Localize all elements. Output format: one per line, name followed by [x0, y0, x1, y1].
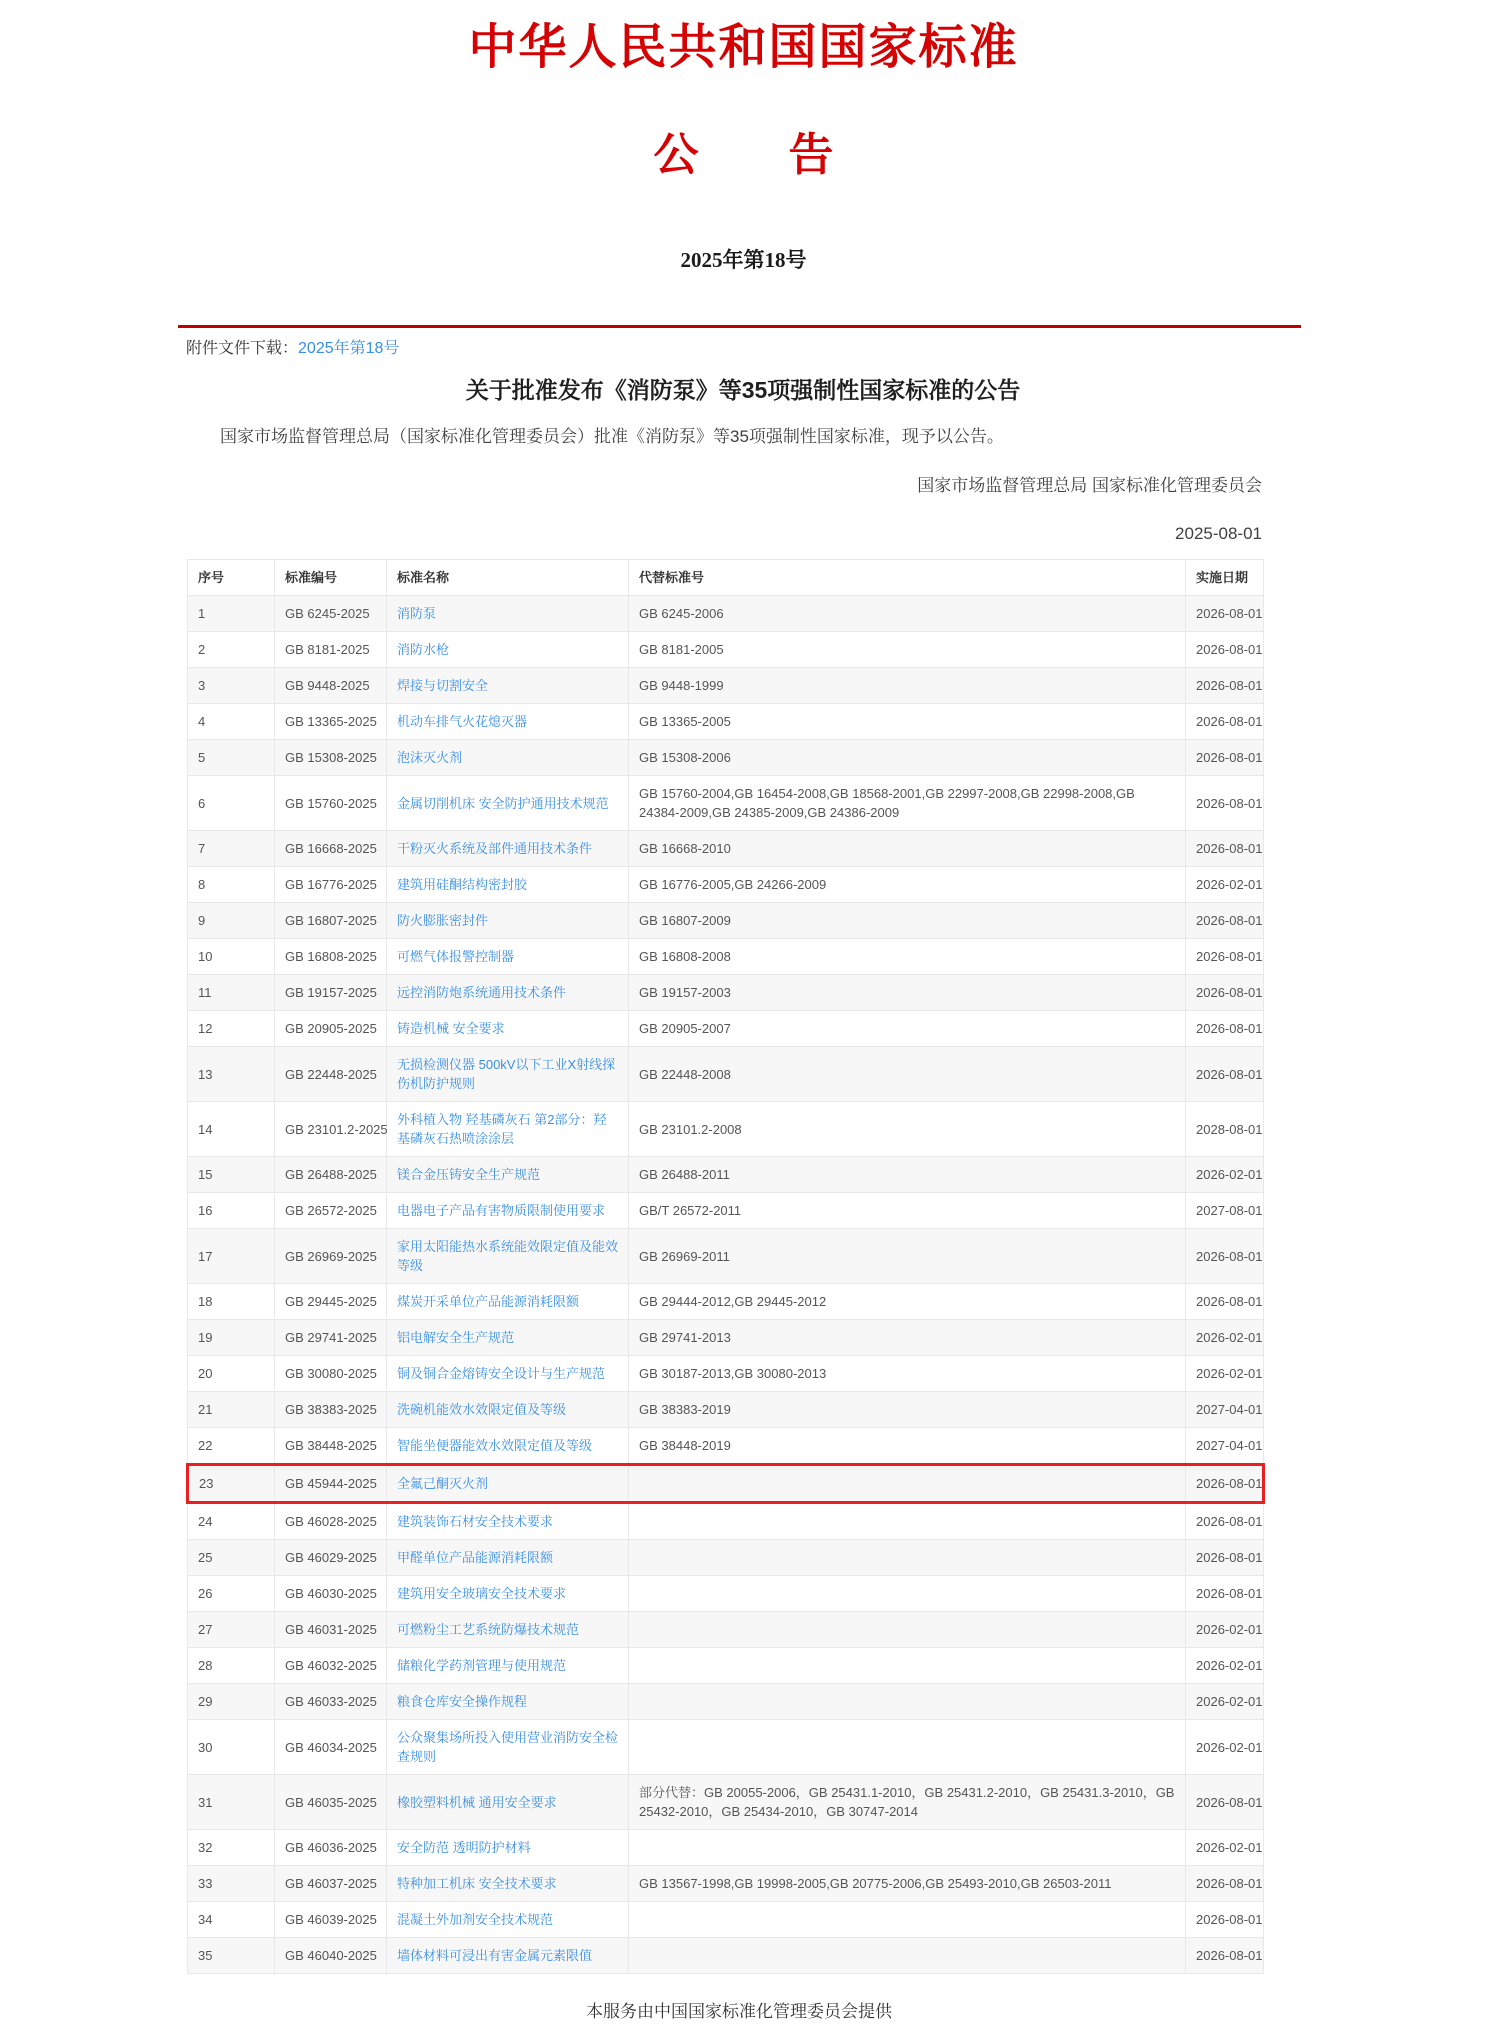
announcement-body: 国家市场监督管理总局（国家标准化管理委员会）批准《消防泵》等35项强制性国家标准，现予以公告。	[220, 427, 1004, 446]
cell-name-link[interactable]: 建筑装饰石材安全技术要求	[397, 1514, 554, 1529]
cell-replaces: GB 29444-2012,GB 29445-2012	[629, 1284, 1186, 1320]
cell-replaces: GB 20905-2007	[629, 1011, 1186, 1047]
table-row	[188, 1866, 1264, 1902]
cell-no: 35	[188, 1938, 275, 1974]
cell-replaces: GB 8181-2005	[629, 632, 1186, 668]
table-row	[188, 1392, 1264, 1428]
cell-replaces: GB 29741-2013	[629, 1320, 1186, 1356]
cell-no: 10	[188, 939, 275, 975]
cell-no: 4	[188, 704, 275, 740]
cell-code: GB 46029-2025	[275, 1540, 387, 1576]
cell-date: 2026-08-01	[1186, 740, 1264, 776]
cell-no: 2	[188, 632, 275, 668]
cell-code: GB 15308-2025	[275, 740, 387, 776]
cell-replaces: GB 16807-2009	[629, 903, 1186, 939]
cell-date: 2026-08-01	[1186, 1576, 1264, 1612]
cell-name-link[interactable]: 特种加工机床 安全技术要求	[397, 1876, 557, 1891]
cell-code: GB 46040-2025	[275, 1938, 387, 1974]
cell-no: 30	[188, 1720, 275, 1775]
column-header: 标准名称	[387, 560, 629, 596]
column-header: 标准编号	[275, 560, 387, 596]
cell-name-link[interactable]: 防火膨胀密封件	[397, 913, 489, 928]
cell-name-link[interactable]: 全氟己酮灭火剂	[397, 1476, 489, 1491]
table-row	[188, 704, 1264, 740]
cell-date: 2026-02-01	[1186, 867, 1264, 903]
cell-replaces: GB 26969-2011	[629, 1229, 1186, 1284]
cell-name-link[interactable]: 机动车排气火花熄灭器	[397, 714, 528, 729]
footer-service-note: 本服务由中国国家标准化管理委员会提供	[586, 2002, 892, 2021]
cell-name-link[interactable]: 电器电子产品有害物质限制使用要求	[397, 1203, 606, 1218]
cell-name-link[interactable]: 消防泵	[397, 606, 437, 621]
cell-no: 13	[188, 1047, 275, 1102]
cell-name-link[interactable]: 橡胶塑料机械 通用安全要求	[397, 1794, 557, 1810]
cell-code: GB 46035-2025	[275, 1775, 387, 1830]
cell-date: 2026-08-01	[1186, 1011, 1264, 1047]
cell-code: GB 46036-2025	[275, 1830, 387, 1866]
cell-no: 26	[188, 1576, 275, 1612]
cell-code: GB 19157-2025	[275, 975, 387, 1011]
cell-replaces: GB/T 26572-2011	[629, 1193, 1186, 1229]
cell-replaces: GB 16808-2008	[629, 939, 1186, 975]
cell-date: 2026-08-01	[1186, 1938, 1264, 1974]
cell-replaces: GB 38383-2019	[629, 1392, 1186, 1428]
cell-replaces: GB 15308-2006	[629, 740, 1186, 776]
cell-name-link[interactable]: 可燃气体报警控制器	[397, 949, 515, 964]
cell-replaces	[629, 1503, 1186, 1540]
table-row	[188, 1648, 1264, 1684]
table-row	[188, 1320, 1264, 1356]
cell-date: 2026-08-01	[1186, 1503, 1264, 1540]
cell-no: 29	[188, 1684, 275, 1720]
cell-no: 19	[188, 1320, 275, 1356]
table-row	[188, 1229, 1264, 1284]
standards-table	[186, 559, 1265, 1974]
cell-code: GB 20905-2025	[275, 1011, 387, 1047]
cell-code: GB 46037-2025	[275, 1866, 387, 1902]
cell-name-link[interactable]: 家用太阳能热水系统能效限定值及能效等级	[397, 1239, 619, 1273]
cell-code: GB 45944-2025	[275, 1465, 387, 1503]
cell-code: GB 46031-2025	[275, 1612, 387, 1648]
cell-no: 1	[188, 596, 275, 632]
cell-name-link[interactable]: 储粮化学药剂管理与使用规范	[397, 1658, 567, 1673]
cell-code: GB 16808-2025	[275, 939, 387, 975]
cell-name-link[interactable]: 墙体材料可浸出有害金属元素限值	[397, 1948, 593, 1963]
column-header: 实施日期	[1186, 560, 1264, 596]
cell-code: GB 46034-2025	[275, 1720, 387, 1775]
table-row	[188, 740, 1264, 776]
cell-code: GB 13365-2025	[275, 704, 387, 740]
cell-replaces: GB 16668-2010	[629, 831, 1186, 867]
cell-replaces: GB 13567-1998,GB 19998-2005,GB 20775-2006,GB 25493-2010,GB 26503-2011	[629, 1866, 1186, 1902]
cell-replaces: GB 22448-2008	[629, 1047, 1186, 1102]
cell-date: 2027-04-01	[1186, 1392, 1264, 1428]
cell-date: 2026-08-01	[1186, 1902, 1264, 1938]
cell-no: 28	[188, 1648, 275, 1684]
cell-replaces	[629, 1612, 1186, 1648]
cell-date: 2027-04-01	[1186, 1428, 1264, 1465]
cell-code: GB 16668-2025	[275, 831, 387, 867]
cell-name-link[interactable]: 铜及铜合金熔铸安全设计与生产规范	[397, 1366, 606, 1381]
cell-code: GB 46039-2025	[275, 1902, 387, 1938]
cell-replaces: GB 15760-2004,GB 16454-2008,GB 18568-2001,GB 22997-2008,GB 22998-2008,GB 24384-2009,GB 24385-2009,GB 24386-2009	[629, 776, 1186, 831]
cell-no: 8	[188, 867, 275, 903]
cell-name-link[interactable]: 可燃粉尘工艺系统防爆技术规范	[397, 1622, 580, 1637]
cell-no: 27	[188, 1612, 275, 1648]
cell-no: 18	[188, 1284, 275, 1320]
cell-no: 23	[188, 1465, 275, 1503]
cell-replaces	[629, 1648, 1186, 1684]
table-row	[188, 1775, 1264, 1830]
cell-name-link[interactable]: 安全防范 透明防护材料	[397, 1840, 531, 1855]
announcement-heading: 关于批准发布《消防泵》等35项强制性国家标准的公告	[465, 377, 1021, 403]
cell-code: GB 23101.2-2025	[275, 1102, 387, 1157]
cell-date: 2026-08-01	[1186, 1540, 1264, 1576]
cell-code: GB 38383-2025	[275, 1392, 387, 1428]
table-row	[188, 1047, 1264, 1102]
cell-name-link[interactable]: 焊接与切割安全	[397, 678, 489, 693]
table-row	[188, 1938, 1264, 1974]
cell-no: 17	[188, 1229, 275, 1284]
cell-code: GB 29445-2025	[275, 1284, 387, 1320]
cell-no: 21	[188, 1392, 275, 1428]
cell-date: 2026-08-01	[1186, 1465, 1264, 1503]
cell-replaces: GB 23101.2-2008	[629, 1102, 1186, 1157]
cell-date: 2026-08-01	[1186, 704, 1264, 740]
cell-code: GB 38448-2025	[275, 1428, 387, 1465]
cell-code: GB 9448-2025	[275, 668, 387, 704]
cell-code: GB 46032-2025	[275, 1648, 387, 1684]
table-row	[188, 939, 1264, 975]
cell-code: GB 15760-2025	[275, 776, 387, 831]
cell-name-link[interactable]: 泡沫灭火剂	[397, 750, 463, 765]
table-row	[188, 668, 1264, 704]
cell-code: GB 46033-2025	[275, 1684, 387, 1720]
cell-replaces: GB 16776-2005,GB 24266-2009	[629, 867, 1186, 903]
cell-replaces	[629, 1684, 1186, 1720]
cell-code: GB 8181-2025	[275, 632, 387, 668]
cell-no: 6	[188, 776, 275, 831]
issuing-authority: 国家市场监督管理总局 国家标准化管理委员会	[917, 476, 1262, 495]
cell-name-link[interactable]: 外科植入物 羟基磷灰石 第2部分：羟基磷灰石热喷涂涂层	[397, 1112, 607, 1146]
table-row	[188, 1284, 1264, 1320]
cell-name-link[interactable]: 干粉灭火系统及部件通用技术条件	[397, 841, 593, 856]
cell-code: GB 26488-2025	[275, 1157, 387, 1193]
cell-replaces: GB 13365-2005	[629, 704, 1186, 740]
cell-replaces	[629, 1902, 1186, 1938]
cell-date: 2026-02-01	[1186, 1684, 1264, 1720]
cell-no: 24	[188, 1503, 275, 1540]
cell-date: 2026-08-01	[1186, 1775, 1264, 1830]
cell-replaces: GB 26488-2011	[629, 1157, 1186, 1193]
page-subtitle: 公 告	[653, 130, 834, 180]
table-row	[188, 776, 1264, 831]
cell-date: 2026-08-01	[1186, 632, 1264, 668]
table-row	[188, 1684, 1264, 1720]
table-row	[188, 1902, 1264, 1938]
cell-code: GB 26969-2025	[275, 1229, 387, 1284]
table-row	[188, 1576, 1264, 1612]
cell-date: 2026-08-01	[1186, 939, 1264, 975]
cell-code: GB 46030-2025	[275, 1576, 387, 1612]
cell-name-link[interactable]: 智能坐便器能效水效限定值及等级	[397, 1438, 593, 1453]
table-row	[188, 1612, 1264, 1648]
cell-code: GB 16807-2025	[275, 903, 387, 939]
cell-replaces	[629, 1830, 1186, 1866]
cell-date: 2026-08-01	[1186, 1229, 1264, 1284]
table-row	[188, 1503, 1264, 1540]
cell-name-link[interactable]: 公众聚集场所投入使用营业消防安全检查规则	[397, 1730, 619, 1764]
announcement-date: 2025-08-01	[1175, 524, 1262, 543]
cell-code: GB 16776-2025	[275, 867, 387, 903]
table-row	[188, 831, 1264, 867]
cell-no: 5	[188, 740, 275, 776]
cell-name-link[interactable]: 铝电解安全生产规范	[397, 1330, 515, 1345]
cell-replaces: GB 38448-2019	[629, 1428, 1186, 1465]
cell-name-link[interactable]: 煤炭开采单位产品能源消耗限额	[397, 1294, 580, 1309]
cell-code: GB 46028-2025	[275, 1503, 387, 1540]
table-row	[188, 596, 1264, 632]
cell-date: 2028-08-01	[1186, 1102, 1264, 1157]
cell-code: GB 29741-2025	[275, 1320, 387, 1356]
cell-replaces	[629, 1540, 1186, 1576]
cell-name-link[interactable]: 洗碗机能效水效限定值及等级	[397, 1402, 567, 1417]
table-row	[188, 1830, 1264, 1866]
table-row	[188, 867, 1264, 903]
table-row	[188, 1157, 1264, 1193]
cell-no: 20	[188, 1356, 275, 1392]
page-header	[0, 0, 1487, 272]
cell-code: GB 22448-2025	[275, 1047, 387, 1102]
table-row	[188, 975, 1264, 1011]
cell-replaces: GB 9448-1999	[629, 668, 1186, 704]
cell-no: 9	[188, 903, 275, 939]
cell-date: 2027-08-01	[1186, 1193, 1264, 1229]
cell-name-link[interactable]: 甲醛单位产品能源消耗限额	[397, 1550, 554, 1565]
table-row	[188, 1465, 1264, 1503]
cell-no: 14	[188, 1102, 275, 1157]
cell-no: 11	[188, 975, 275, 1011]
table-row	[188, 903, 1264, 939]
cell-replaces	[629, 1576, 1186, 1612]
cell-name-link[interactable]: 远控消防炮系统通用技术条件	[397, 985, 567, 1000]
cell-date: 2026-02-01	[1186, 1648, 1264, 1684]
cell-date: 2026-08-01	[1186, 1866, 1264, 1902]
cell-date: 2026-02-01	[1186, 1356, 1264, 1392]
cell-no: 25	[188, 1540, 275, 1576]
cell-no: 7	[188, 831, 275, 867]
cell-name-link[interactable]: 粮食仓库安全操作规程	[397, 1694, 528, 1709]
table-row	[188, 1102, 1264, 1157]
attachment-label: 附件文件下载：	[186, 340, 299, 357]
cell-date: 2026-08-01	[1186, 1047, 1264, 1102]
table-row	[188, 1540, 1264, 1576]
cell-no: 3	[188, 668, 275, 704]
issue-number: 2025年第18号	[680, 248, 807, 272]
cell-replaces: GB 19157-2003	[629, 975, 1186, 1011]
cell-date: 2026-08-01	[1186, 668, 1264, 704]
cell-replaces: 部分代替：GB 20055-2006，GB 25431.1-2010，GB 25431.2-2010，GB 25431.3-2010，GB 25432-2010，GB 25434-2010，GB 30747-2014	[629, 1775, 1186, 1830]
cell-name-link[interactable]: 铸造机械 安全要求	[397, 1021, 505, 1036]
cell-no: 32	[188, 1830, 275, 1866]
page-title: 中华人民共和国国家标准	[468, 21, 1019, 74]
cell-date: 2026-02-01	[1186, 1612, 1264, 1648]
standards-table-body	[188, 596, 1264, 1974]
cell-no: 12	[188, 1011, 275, 1047]
cell-name-link[interactable]: 建筑用硅酮结构密封胶	[397, 877, 528, 892]
table-row	[188, 1428, 1264, 1465]
cell-date: 2026-02-01	[1186, 1320, 1264, 1356]
column-header: 代替标准号	[629, 560, 1186, 596]
red-divider	[178, 325, 1301, 328]
table-header-row	[188, 560, 1264, 596]
cell-name-link[interactable]: 混凝土外加剂安全技术规范	[397, 1912, 554, 1927]
cell-code: GB 30080-2025	[275, 1356, 387, 1392]
cell-date: 2026-08-01	[1186, 903, 1264, 939]
cell-no: 31	[188, 1775, 275, 1830]
cell-replaces: GB 6245-2006	[629, 596, 1186, 632]
cell-code: GB 6245-2025	[275, 596, 387, 632]
cell-name-link[interactable]: 镁合金压铸安全生产规范	[397, 1167, 541, 1182]
cell-no: 22	[188, 1428, 275, 1465]
attachment-download-line	[186, 338, 1487, 360]
cell-replaces	[629, 1465, 1186, 1503]
cell-date: 2026-02-01	[1186, 1157, 1264, 1193]
column-header: 序号	[188, 560, 275, 596]
cell-code: GB 26572-2025	[275, 1193, 387, 1229]
table-row	[188, 1011, 1264, 1047]
cell-no: 16	[188, 1193, 275, 1229]
cell-date: 2026-08-01	[1186, 776, 1264, 831]
cell-date: 2026-02-01	[1186, 1830, 1264, 1866]
cell-no: 33	[188, 1866, 275, 1902]
attachment-link[interactable]: 2025年第18号	[298, 340, 400, 357]
cell-no: 15	[188, 1157, 275, 1193]
cell-replaces: GB 30187-2013,GB 30080-2013	[629, 1356, 1186, 1392]
cell-name-link[interactable]: 消防水枪	[397, 642, 450, 657]
cell-no: 34	[188, 1902, 275, 1938]
cell-replaces	[629, 1938, 1186, 1974]
table-row	[188, 632, 1264, 668]
cell-date: 2026-08-01	[1186, 1284, 1264, 1320]
cell-replaces	[629, 1720, 1186, 1775]
cell-name-link[interactable]: 建筑用安全玻璃安全技术要求	[397, 1586, 567, 1601]
table-row	[188, 1356, 1264, 1392]
cell-date: 2026-08-01	[1186, 831, 1264, 867]
cell-date: 2026-02-01	[1186, 1720, 1264, 1775]
cell-name-link[interactable]: 无损检测仪器 500kV以下工业X射线探伤机防护规则	[397, 1057, 616, 1091]
table-row	[188, 1193, 1264, 1229]
cell-date: 2026-08-01	[1186, 596, 1264, 632]
table-row	[188, 1720, 1264, 1775]
cell-date: 2026-08-01	[1186, 975, 1264, 1011]
cell-name-link[interactable]: 金属切削机床 安全防护通用技术规范	[397, 795, 609, 811]
